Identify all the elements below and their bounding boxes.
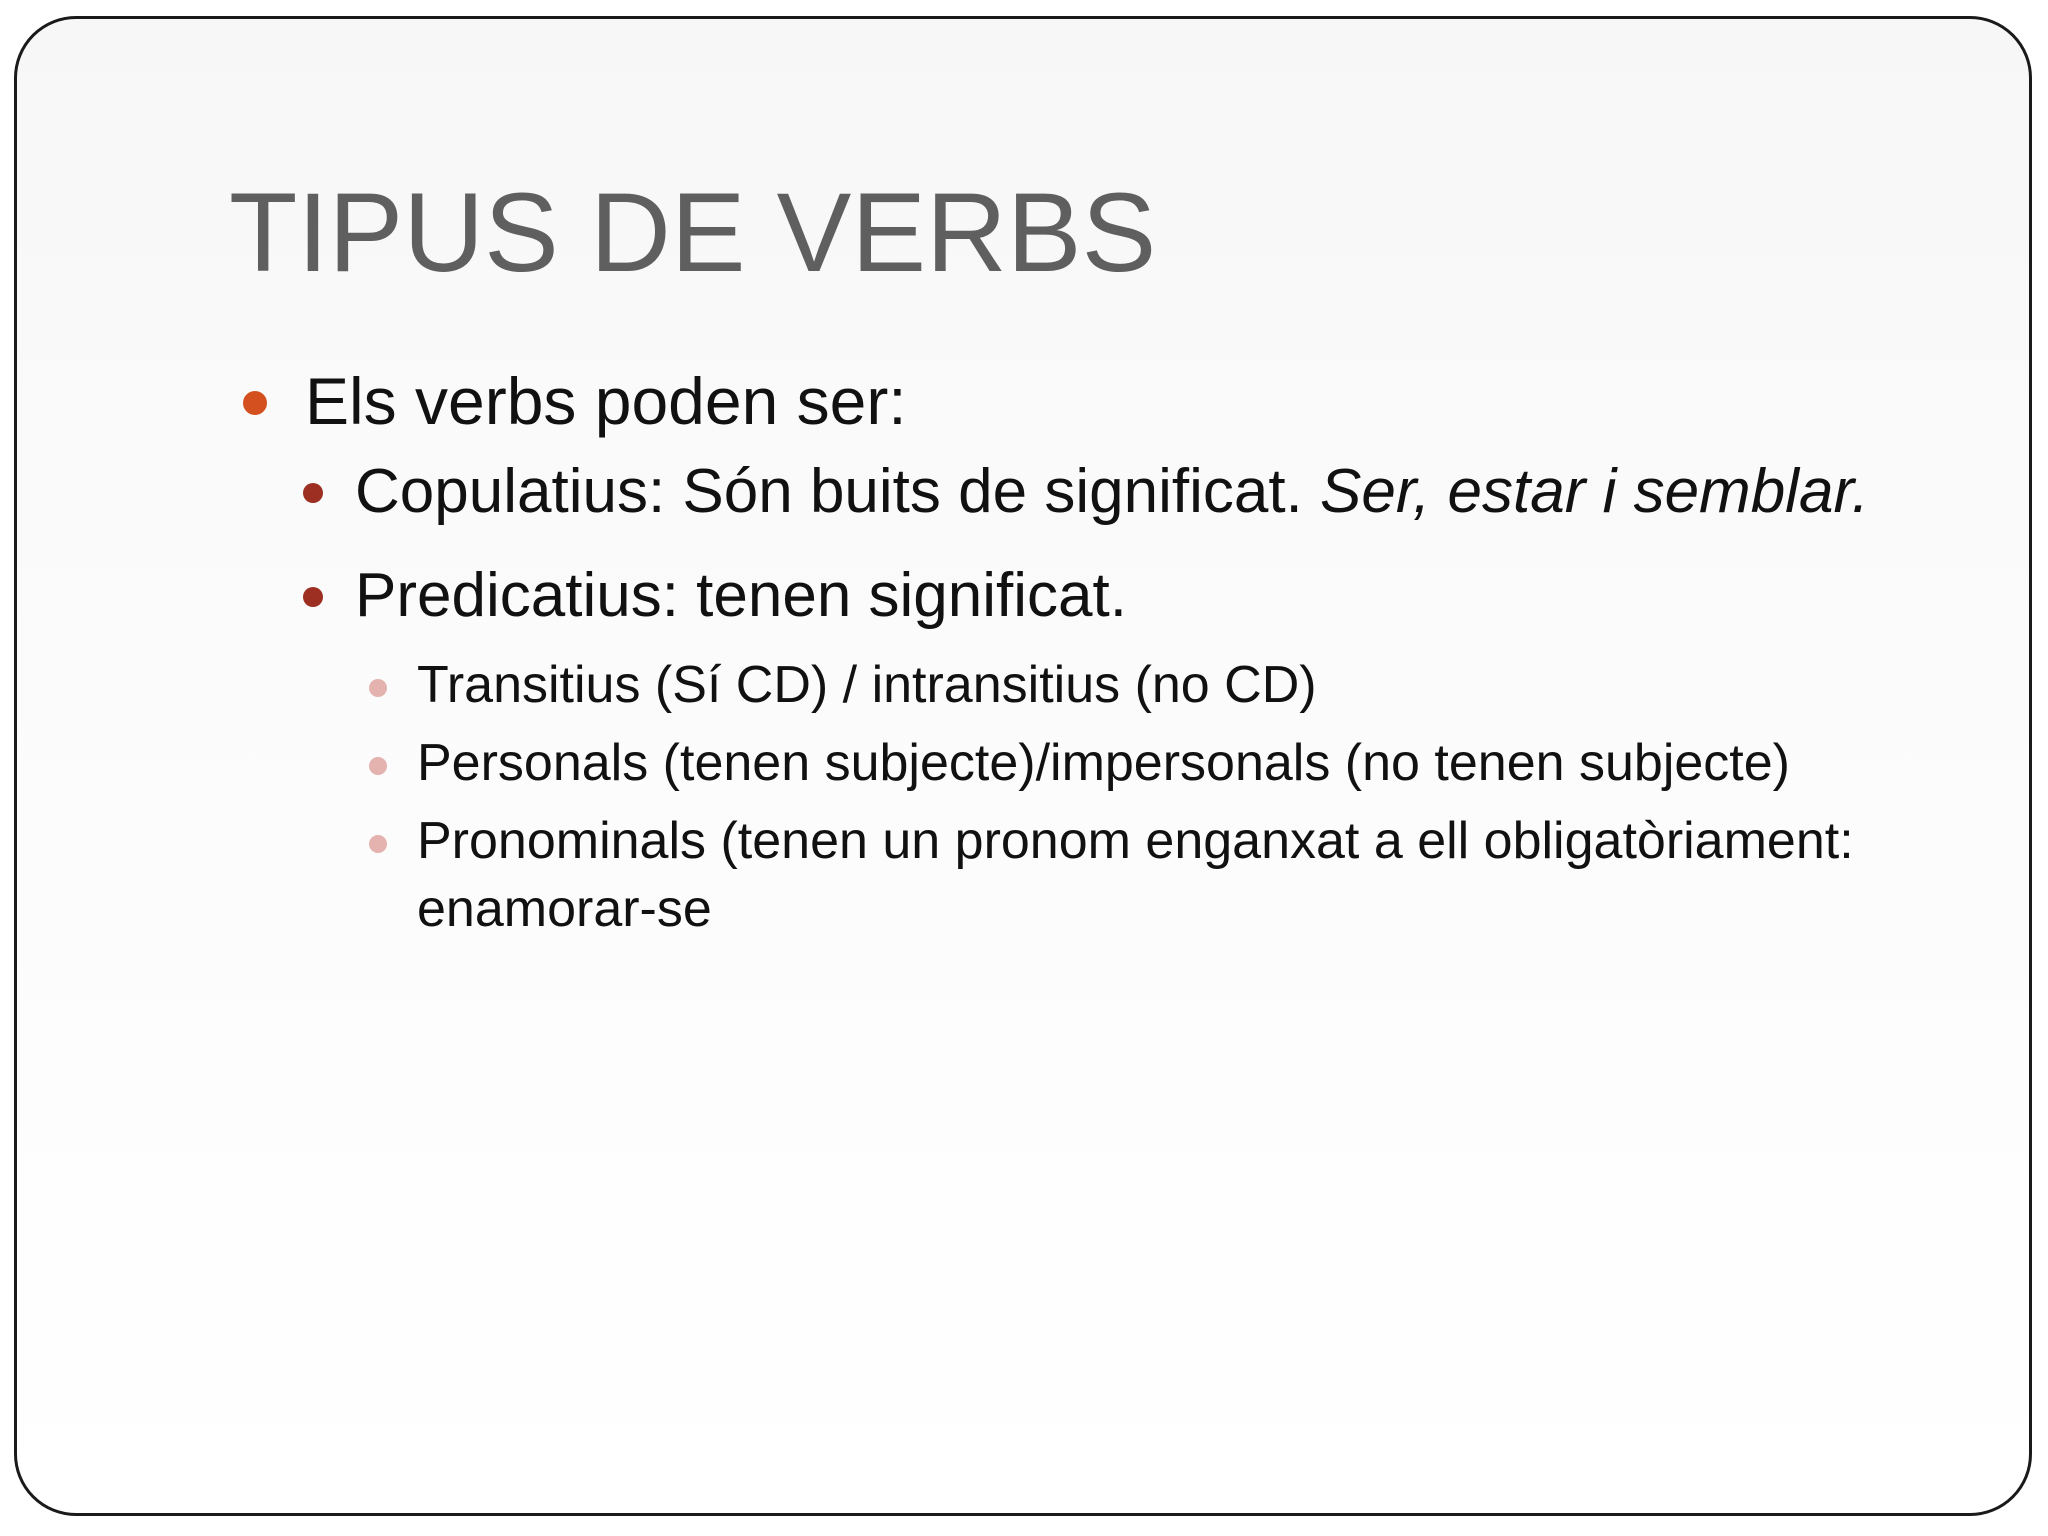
bullet-text: Pronominals (tenen un pronom enganxat a ell obligatòriament: enamorar-se — [417, 812, 1854, 938]
bullet-item-personals — [349, 729, 1989, 797]
bullet-item-pronominals — [349, 807, 1989, 943]
bullet-dot-icon — [303, 483, 323, 503]
bullet-text: Els verbs poden ser: — [305, 364, 907, 438]
slide-title: TIPUS DE VERBS — [229, 170, 1157, 295]
bullet-item-transitius — [349, 651, 1989, 719]
bullet-text: Predicatius: tenen significat. — [355, 561, 1127, 630]
slide-frame — [14, 16, 2032, 1516]
bullet-text: Transitius (Sí CD) / intransitius (no CD) — [417, 656, 1317, 714]
bullet-item-predicatius — [289, 555, 1989, 637]
bullet-dot-icon — [303, 587, 323, 607]
bullet-text: Personals (tenen subjecte)/impersonals (no tenen subjecte) — [417, 734, 1790, 792]
bullet-text: Copulatius: Són buits de significat. — [355, 457, 1320, 526]
bullet-dot-icon — [369, 679, 387, 697]
bullet-list — [229, 359, 1989, 943]
bullet-dot-icon — [243, 391, 267, 415]
bullet-dot-icon — [369, 757, 387, 775]
bullet-item-level1 — [229, 359, 1989, 443]
bullet-text-italic: Ser, estar i semblar. — [1320, 457, 1870, 526]
bullet-item-copulatius — [289, 451, 1989, 533]
bullet-dot-icon — [369, 835, 387, 853]
